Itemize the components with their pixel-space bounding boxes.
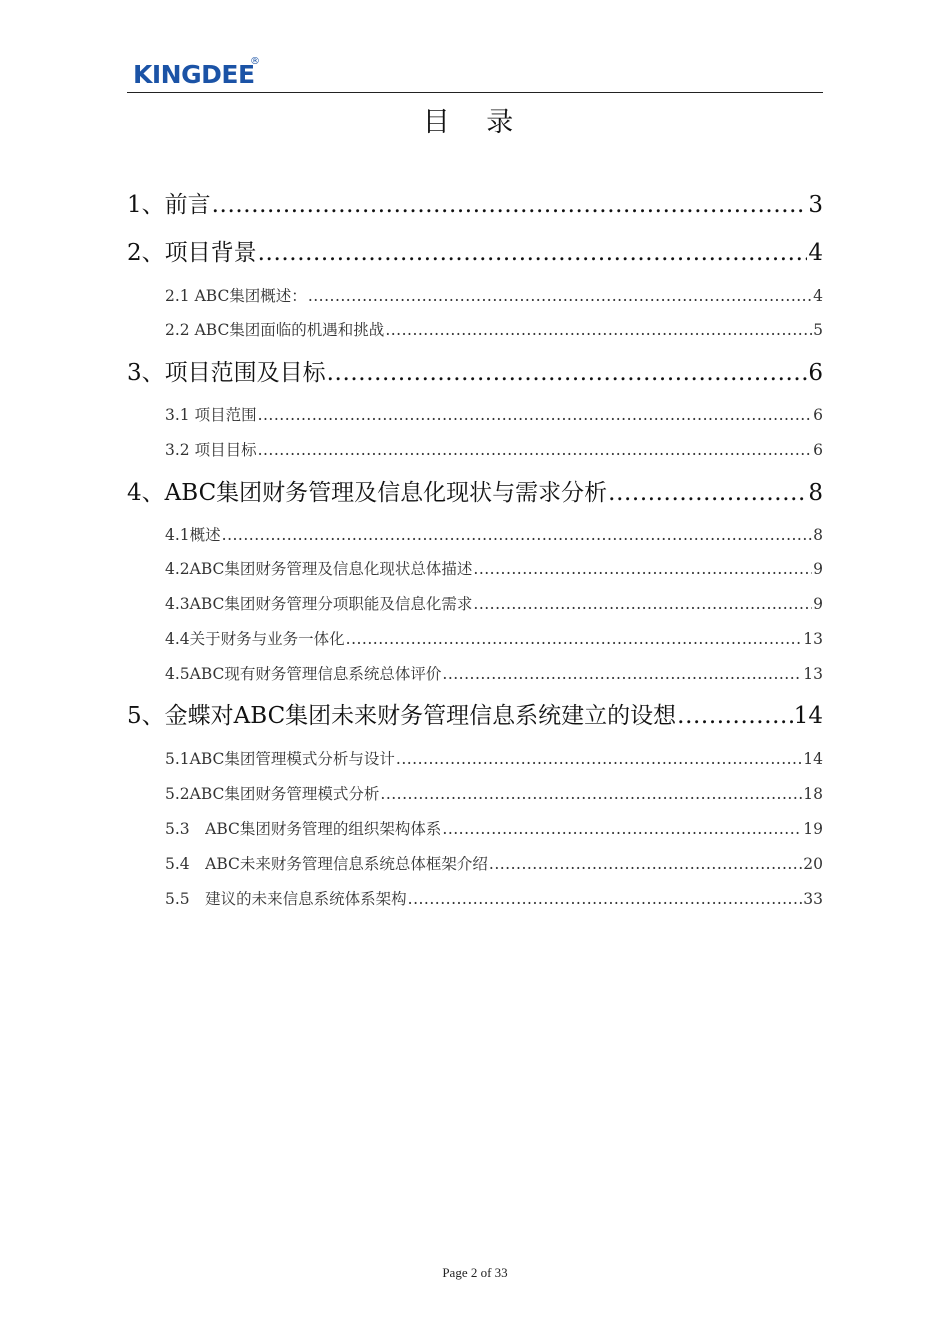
toc-entry-title: 3.1 项目范围 — [165, 406, 257, 424]
toc-entry[interactable] — [127, 697, 823, 731]
toc-entry-title: 2.1 ABC集团概述： — [165, 287, 307, 305]
toc-entry[interactable] — [165, 284, 823, 308]
toc-entry[interactable] — [127, 474, 823, 508]
toc-entry[interactable] — [165, 662, 823, 686]
toc-entry-page: 9 — [813, 560, 823, 578]
toc-leader-dots — [308, 287, 812, 305]
toc-entry[interactable] — [127, 186, 823, 220]
toc-leader-dots — [677, 703, 793, 729]
toc-leader-dots — [385, 321, 812, 339]
toc-entry-title: 4.1概述 — [165, 526, 221, 544]
toc-leader-dots — [489, 855, 802, 873]
toc-entry[interactable] — [165, 887, 823, 911]
toc-entry-title: 4.3ABC集团财务管理分项职能及信息化需求 — [165, 595, 473, 613]
toc-leader-dots — [327, 360, 808, 386]
toc-entry[interactable] — [165, 852, 823, 876]
toc-leader-dots — [442, 665, 802, 683]
toc-entry-title: 4.5ABC现有财务管理信息系统总体评价 — [165, 665, 442, 683]
toc-entry[interactable] — [165, 318, 823, 342]
toc-entry-title: 2.2 ABC集团面临的机遇和挑战 — [165, 321, 385, 339]
toc-entry-title: 4.2ABC集团财务管理及信息化现状总体描述 — [165, 560, 473, 578]
toc-leader-dots — [473, 595, 812, 613]
toc-leader-dots — [258, 441, 813, 459]
toc-entry-title: 5.3 ABC集团财务管理的组织架构体系 — [165, 820, 442, 838]
toc-leader-dots — [608, 480, 807, 506]
toc-entry[interactable] — [165, 782, 823, 806]
toc-entry[interactable] — [165, 627, 823, 651]
toc-entry-page: 6 — [813, 441, 823, 459]
toc-entry-page: 8 — [808, 480, 823, 506]
toc-entry[interactable] — [165, 817, 823, 841]
toc-leader-dots — [396, 750, 802, 768]
toc-entry-page: 5 — [813, 321, 823, 339]
toc-entry[interactable] — [165, 747, 823, 771]
toc-entry[interactable] — [127, 354, 823, 388]
toc-entry-page: 13 — [803, 665, 823, 683]
toc-entry[interactable] — [165, 523, 823, 547]
toc-entry-page: 13 — [803, 630, 823, 648]
toc-entry-page: 8 — [813, 526, 823, 544]
toc-leader-dots — [473, 560, 812, 578]
toc-entry[interactable] — [165, 438, 823, 462]
toc-leader-dots — [380, 785, 802, 803]
toc-entry-title: 1、前言 — [127, 192, 211, 218]
toc-entry[interactable] — [165, 592, 823, 616]
toc-leader-dots — [258, 240, 808, 266]
toc-entry-page: 19 — [803, 820, 823, 838]
toc-entry-page: 18 — [803, 785, 823, 803]
toc-entry[interactable] — [165, 403, 823, 427]
toc-entry[interactable] — [127, 234, 823, 268]
toc-leader-dots — [442, 820, 802, 838]
toc-entry-page: 33 — [803, 890, 823, 908]
toc-entry-title: 4、ABC集团财务管理及信息化现状与需求分析 — [127, 480, 608, 506]
page-header — [127, 52, 823, 93]
page-title: 目 录 — [422, 107, 528, 138]
toc-entry-page: 4 — [813, 287, 823, 305]
toc-entry-page: 9 — [813, 595, 823, 613]
toc-entry-title: 5、金蝶对ABC集团未来财务管理信息系统建立的设想 — [127, 703, 677, 729]
toc-entry-title: 5.2ABC集团财务管理模式分析 — [165, 785, 380, 803]
toc-entry[interactable] — [165, 557, 823, 581]
toc-entry-page: 14 — [803, 750, 823, 768]
toc-entry-title: 4.4关于财务与业务一体化 — [165, 630, 345, 648]
toc-entry-page: 20 — [803, 855, 823, 873]
toc-leader-dots — [408, 890, 803, 908]
toc-entry-title: 2、项目背景 — [127, 240, 257, 266]
toc-entry-title: 5.5 建议的未来信息系统体系架构 — [165, 890, 407, 908]
toc-leader-dots — [222, 526, 812, 544]
toc-entry-page: 6 — [808, 360, 823, 386]
toc-leader-dots — [212, 192, 808, 218]
registered-mark-icon: ® — [250, 56, 260, 67]
toc-leader-dots — [346, 630, 803, 648]
toc-entry-title: 3、项目范围及目标 — [127, 360, 326, 386]
toc-entry-page: 4 — [808, 240, 823, 266]
kingdee-logo: KINGDEE — [133, 60, 255, 89]
toc-entry-page: 14 — [793, 703, 823, 729]
toc-entry-title: 3.2 项目目标 — [165, 441, 257, 459]
toc-entry-page: 6 — [813, 406, 823, 424]
toc-entry-page: 3 — [808, 192, 823, 218]
toc-entry-title: 5.4 ABC未来财务管理信息系统总体框架介绍 — [165, 855, 488, 873]
page-number-footer: Page 2 of 33 — [442, 1265, 508, 1280]
toc-entry-title: 5.1ABC集团管理模式分析与设计 — [165, 750, 395, 768]
toc-leader-dots — [258, 406, 813, 424]
